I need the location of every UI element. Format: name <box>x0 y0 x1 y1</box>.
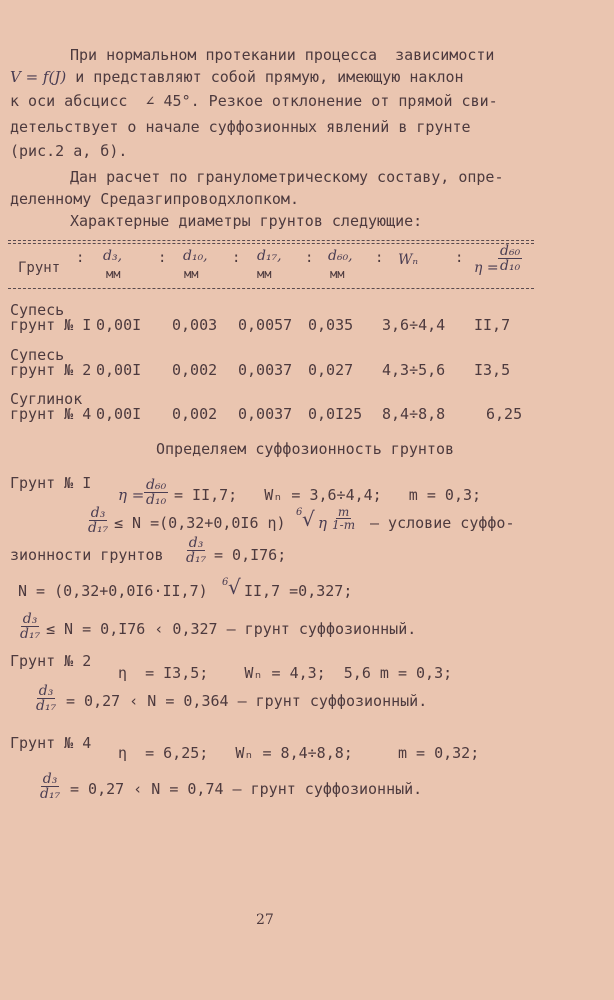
table-top-rule-2 <box>8 243 534 244</box>
header-eta: η = <box>474 260 499 276</box>
soil1-value-fraction <box>184 536 208 565</box>
intro-line-2 <box>10 68 464 86</box>
row1-eta: II,7 <box>474 316 511 334</box>
soil1-root-body: η <box>318 514 327 532</box>
formula-v-of-j: V = f(J) <box>10 68 67 86</box>
row1-wn: 3,6÷4,4 <box>382 316 446 334</box>
header-eta-den: d₁₀ <box>500 258 521 274</box>
table-top-rule <box>8 240 534 241</box>
row3-name-2: грунт № 4 <box>10 405 92 423</box>
row3-d3: 0,00I <box>96 405 142 423</box>
soil1-cond-line-2: зионности грунтов <box>10 546 164 564</box>
soil1-cond-tail: – условие суффо- <box>370 514 515 532</box>
soil1-cond-fraction <box>86 506 110 535</box>
soil1-eta-lhs: η = <box>118 486 145 504</box>
header-d17-unit: мм <box>257 267 272 281</box>
row2-d60: 0,027 <box>308 361 354 379</box>
soil1-root-fraction <box>330 506 357 531</box>
header-d10-unit: мм <box>184 267 199 281</box>
table-header-rule <box>8 288 534 289</box>
soil1-root-den: 1-m <box>332 518 356 532</box>
page-number: 27 <box>256 912 274 928</box>
soil1-cond-den: d₁₇ <box>88 520 109 536</box>
intro-line-4: детельствует о начале суффозионных явлений в грунте <box>10 118 471 136</box>
header-d3-unit: мм <box>106 267 121 281</box>
header-sep-4: : <box>305 250 314 266</box>
row2-eta: I3,5 <box>474 361 511 379</box>
calc-line-1: Дан расчет по гранулометрическому составу, опре- <box>70 168 504 186</box>
soil1-eta-rest: = II,7; Wₙ = 3,6÷4,4; m = 0,3; <box>174 486 482 504</box>
soil1-eta-den: d₁₀ <box>146 492 167 508</box>
soil1-label: Грунт № I <box>10 474 92 492</box>
soil2-result-fraction <box>34 684 58 713</box>
row1-name-2: грунт № I <box>10 316 92 334</box>
soil1-cond-num: d₃ <box>90 505 106 521</box>
header-soil: Грунт <box>18 260 61 276</box>
soil1-root-num: m <box>337 505 350 519</box>
header-d60: d₆₀, <box>328 248 353 264</box>
row1-d60: 0,035 <box>308 316 354 334</box>
soil2-result-rest: = 0,27 ‹ N = 0,364 – грунт суффозионный. <box>66 692 428 710</box>
row3-eta: 6,25 <box>486 405 523 423</box>
intro-line-3: к оси абсцисс ∠ 45°. Резкое отклонение от прямой сви- <box>10 92 498 110</box>
soil2-result-num: d₃ <box>38 683 54 699</box>
intro-line-2-text: и представляют собой прямую, имеющую наклон <box>66 68 464 86</box>
header-sep-2: : <box>158 250 167 266</box>
soil1-result-fraction <box>18 612 42 641</box>
soil1-result-rest: ≤ N = 0,I76 ‹ 0,327 – грунт суффозионный. <box>46 620 417 638</box>
soil1-root-index: 6 <box>296 507 303 518</box>
soil1-value-num: d₃ <box>188 535 204 551</box>
soil4-line: η = 6,25; Wₙ = 8,4÷8,8; m = 0,32; <box>118 744 480 762</box>
soil1-eta-num: d₆₀ <box>146 477 167 493</box>
header-eta-fraction <box>498 244 522 273</box>
soil1-cond-mid: ≤ N =(0,32+0,0I6 η) <box>114 514 286 532</box>
header-d10: d₁₀, <box>183 248 208 264</box>
header-wn: Wₙ <box>398 252 419 268</box>
soil1-eta-fraction <box>144 478 168 507</box>
row1-d10: 0,003 <box>172 316 218 334</box>
header-sep-1: : <box>76 250 85 266</box>
calc-line-2: деленному Средазгипроводхлопком. <box>10 190 299 208</box>
row2-name-1: Супесь <box>10 346 65 364</box>
header-sep-5: : <box>375 250 384 266</box>
row2-d17: 0,0037 <box>238 361 293 379</box>
row3-d60: 0,0I25 <box>308 405 363 423</box>
soil4-result-fraction <box>38 772 62 801</box>
soil1-result-den: d₁₇ <box>20 626 41 642</box>
soil2-line: η = I3,5; Wₙ = 4,3; 5,6 m = 0,3; <box>118 664 453 682</box>
section-title: Определяем суффозионность грунтов <box>156 440 455 458</box>
header-d17: d₁₇, <box>257 248 282 264</box>
soil2-result-den: d₁₇ <box>36 698 57 714</box>
header-eta-num: d₆₀ <box>500 243 521 259</box>
soil1-n-line-b: II,7 =0,327; <box>244 582 353 600</box>
row3-wn: 8,4÷8,8 <box>382 405 446 423</box>
soil4-result-num: d₃ <box>42 771 58 787</box>
soil1-value-rest: = 0,I76; <box>214 546 287 564</box>
row3-d17: 0,0037 <box>238 405 293 423</box>
soil1-n-root-index: 6 <box>222 577 229 588</box>
header-sep-6: : <box>455 250 464 266</box>
row1-name-1: Супесь <box>10 301 65 319</box>
intro-line-5: (рис.2 а, б). <box>10 142 128 160</box>
row2-name-2: грунт № 2 <box>10 361 92 379</box>
soil1-root-sign: √ <box>302 507 315 531</box>
soil1-n-line-a: N = (0,32+0,0I6·II,7) <box>18 582 208 600</box>
soil1-value-den: d₁₇ <box>186 550 207 566</box>
row3-d10: 0,002 <box>172 405 218 423</box>
row2-d3: 0,00I <box>96 361 142 379</box>
calc-line-3: Характерные диаметры грунтов следующие: <box>70 212 423 230</box>
header-d3: d₃, <box>103 248 123 264</box>
row2-wn: 4,3÷5,6 <box>382 361 446 379</box>
soil1-n-root-sign: √ <box>228 575 241 599</box>
soil2-label: Грунт № 2 <box>10 652 92 670</box>
row1-d3: 0,00I <box>96 316 142 334</box>
row3-name-1: Суглинок <box>10 390 83 408</box>
soil4-label: Грунт № 4 <box>10 734 92 752</box>
soil4-result-den: d₁₇ <box>40 786 61 802</box>
header-d60-unit: мм <box>330 267 345 281</box>
header-sep-3: : <box>232 250 241 266</box>
row2-d10: 0,002 <box>172 361 218 379</box>
row1-d17: 0,0057 <box>238 316 293 334</box>
soil1-result-num: d₃ <box>22 611 38 627</box>
intro-line-1: При нормальном протекании процесса зависимости <box>70 46 495 64</box>
soil4-result-rest: = 0,27 ‹ N = 0,74 – грунт суффозионный. <box>70 780 423 798</box>
